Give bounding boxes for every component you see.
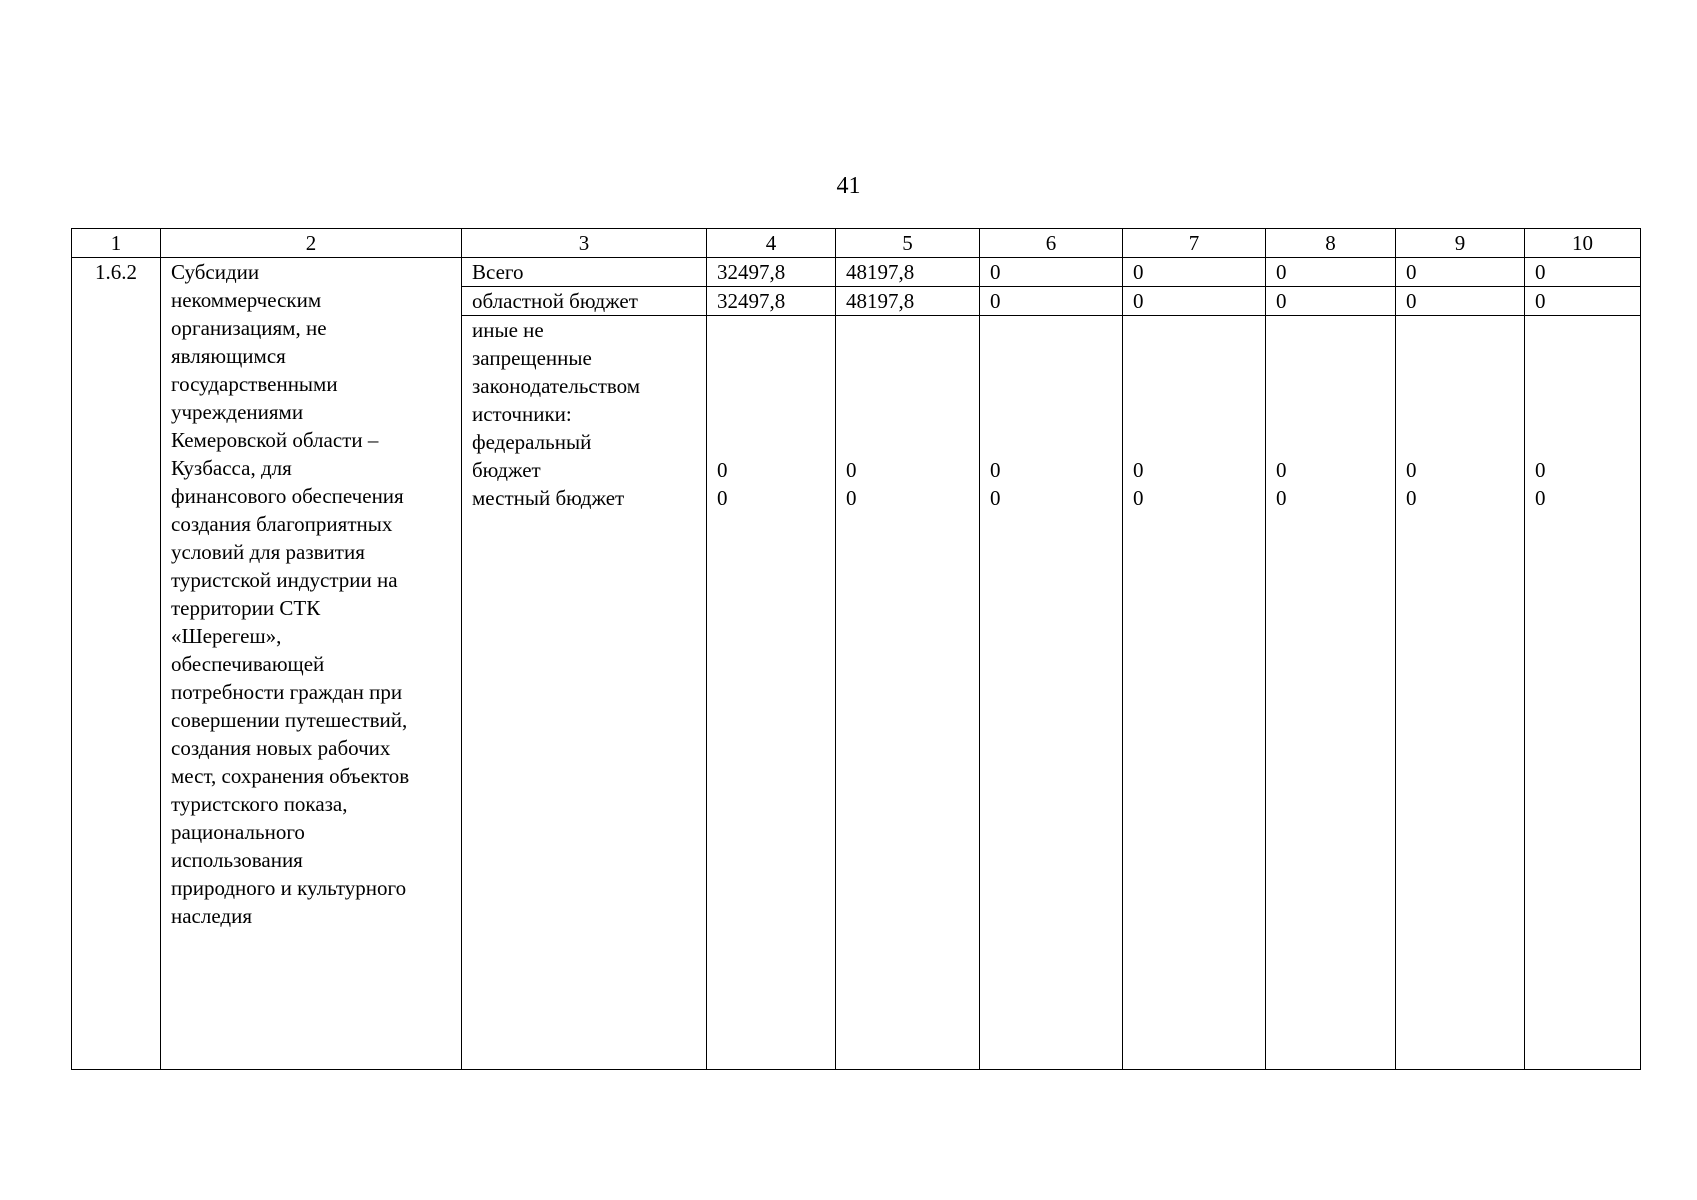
column-header: 1 [72, 229, 161, 258]
value-cell: 48197,8 [836, 287, 980, 316]
federal-value: 0 [1535, 458, 1546, 482]
federal-value: 0 [990, 458, 1001, 482]
blank-line [1276, 372, 1385, 400]
column-header: 3 [462, 229, 707, 258]
federal-value: 0 [717, 458, 728, 482]
source-label: Всего [462, 258, 707, 287]
column-header: 7 [1123, 229, 1266, 258]
blank-line [1133, 372, 1255, 400]
budget-table [71, 228, 1641, 1070]
blank-line [990, 344, 1112, 372]
description-line: использования [171, 848, 303, 872]
value-cell: 0 [980, 287, 1123, 316]
description-line: обеспечивающей [171, 652, 325, 676]
blank-line [717, 428, 825, 456]
blank-line [717, 344, 825, 372]
row-number-cell: 1.6.2 [72, 258, 161, 1070]
blank-line [846, 428, 969, 456]
blank-line [1276, 316, 1385, 344]
blank-line [990, 400, 1112, 428]
table-header-row [72, 229, 1641, 258]
table-row [72, 258, 1641, 287]
blank-line [846, 372, 969, 400]
description-line: природного и культурного [171, 876, 407, 900]
local-value: 0 [990, 486, 1001, 510]
value-cell: 32497,8 [707, 287, 836, 316]
blank-line [1406, 344, 1514, 372]
blank-line [1535, 344, 1630, 372]
blank-line [1535, 372, 1630, 400]
value-cell [1123, 316, 1266, 1070]
description-line: потребности граждан при [171, 680, 403, 704]
blank-line [990, 372, 1112, 400]
column-header: 4 [707, 229, 836, 258]
row-description-cell [161, 258, 462, 1070]
description-line: туристского показа, [171, 792, 348, 816]
source-label: областной бюджет [462, 287, 707, 316]
local-value: 0 [1133, 486, 1144, 510]
description-line: организациям, не [171, 316, 327, 340]
blank-line [1276, 428, 1385, 456]
column-header: 9 [1396, 229, 1525, 258]
value-cell [1525, 316, 1641, 1070]
other-sources-line: федеральный [472, 430, 592, 454]
value-cell [836, 316, 980, 1070]
other-sources-line: иные не [472, 318, 544, 342]
federal-value: 0 [1406, 458, 1417, 482]
other-sources-line: источники: [472, 402, 572, 426]
blank-line [717, 316, 825, 344]
description-line: Субсидии [171, 260, 260, 284]
description-line: «Шерегеш», [171, 624, 282, 648]
blank-line [1535, 400, 1630, 428]
other-sources-line: законодательством [472, 374, 641, 398]
description-line: государственными [171, 372, 338, 396]
value-cell: 0 [1525, 258, 1641, 287]
blank-line [1133, 316, 1255, 344]
blank-line [1133, 428, 1255, 456]
local-value: 0 [1535, 486, 1546, 510]
column-header: 2 [161, 229, 462, 258]
federal-value: 0 [846, 458, 857, 482]
blank-line [1133, 400, 1255, 428]
other-sources-line: местный бюджет [472, 486, 625, 510]
local-value: 0 [1406, 486, 1417, 510]
column-header: 8 [1266, 229, 1396, 258]
description-line: туристской индустрии на [171, 568, 398, 592]
value-cell: 0 [1123, 287, 1266, 316]
value-cell: 48197,8 [836, 258, 980, 287]
value-cell: 0 [1396, 287, 1525, 316]
value-cell: 32497,8 [707, 258, 836, 287]
column-header: 10 [1525, 229, 1641, 258]
description-line: создания новых рабочих [171, 736, 391, 760]
description-line: Кузбасса, для [171, 456, 292, 480]
description-line: некоммерческим [171, 288, 322, 312]
value-cell: 0 [1396, 258, 1525, 287]
description-line: наследия [171, 904, 252, 928]
blank-line [717, 400, 825, 428]
blank-line [1276, 400, 1385, 428]
value-cell [1396, 316, 1525, 1070]
blank-line [1133, 344, 1255, 372]
description-line: являющимся [171, 344, 286, 368]
value-cell [980, 316, 1123, 1070]
column-header: 6 [980, 229, 1123, 258]
description-line: создания благоприятных [171, 512, 393, 536]
description-line: учреждениями [171, 400, 304, 424]
blank-line [846, 344, 969, 372]
value-cell: 0 [1525, 287, 1641, 316]
blank-line [846, 400, 969, 428]
value-cell [707, 316, 836, 1070]
blank-line [717, 372, 825, 400]
other-sources-label [462, 316, 707, 1070]
other-sources-line: бюджет [472, 458, 541, 482]
page-number: 41 [836, 173, 861, 199]
blank-line [1406, 400, 1514, 428]
blank-line [990, 316, 1112, 344]
description-line: совершении путешествий, [171, 708, 408, 732]
local-value: 0 [846, 486, 857, 510]
blank-line [1535, 316, 1630, 344]
blank-line [1406, 428, 1514, 456]
value-cell: 0 [1266, 258, 1396, 287]
blank-line [990, 428, 1112, 456]
description-line: финансового обеспечения [171, 484, 404, 508]
federal-value: 0 [1276, 458, 1287, 482]
description-line: рационального [171, 820, 305, 844]
value-cell [1266, 316, 1396, 1070]
blank-line [1406, 316, 1514, 344]
description-line: мест, сохранения объектов [171, 764, 410, 788]
value-cell: 0 [980, 258, 1123, 287]
description-line: территории СТК [171, 596, 321, 620]
other-sources-line: запрещенные [472, 346, 592, 370]
blank-line [1276, 344, 1385, 372]
federal-value: 0 [1133, 458, 1144, 482]
column-header: 5 [836, 229, 980, 258]
description-line: условий для развития [171, 540, 365, 564]
blank-line [846, 316, 969, 344]
value-cell: 0 [1123, 258, 1266, 287]
blank-line [1406, 372, 1514, 400]
local-value: 0 [1276, 486, 1287, 510]
local-value: 0 [717, 486, 728, 510]
blank-line [1535, 428, 1630, 456]
description-line: Кемеровской области – [171, 428, 379, 452]
value-cell: 0 [1266, 287, 1396, 316]
